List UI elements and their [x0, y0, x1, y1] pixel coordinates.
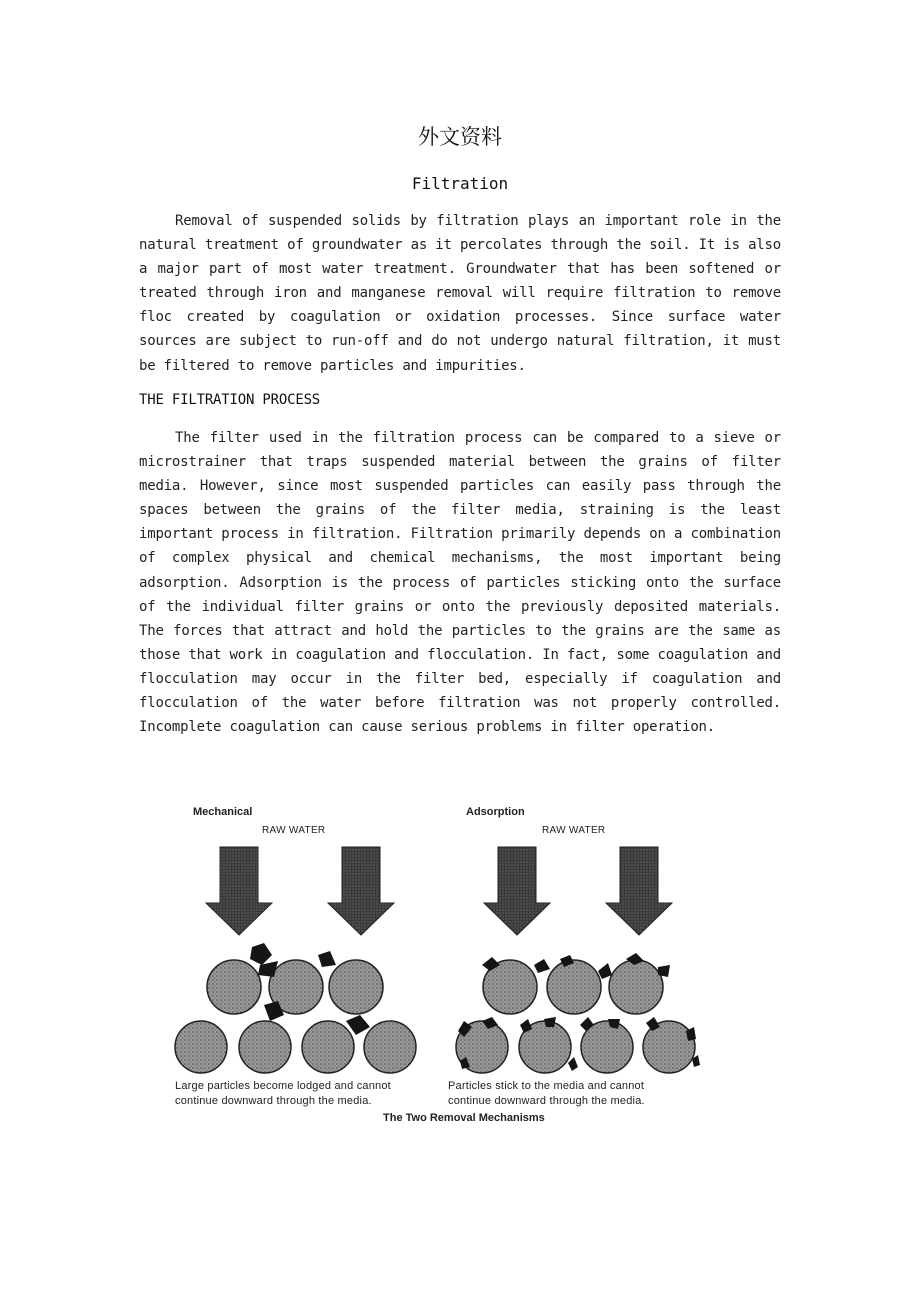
media-grain	[547, 960, 601, 1014]
mechanical-caption-line-1: Large particles become lodged and cannot	[175, 1080, 391, 1092]
figure-title: The Two Removal Mechanisms	[383, 1112, 545, 1124]
media-grain	[207, 960, 261, 1014]
media-grain	[364, 1021, 416, 1073]
adsorbed-particle	[544, 1017, 556, 1027]
paragraph-intro: Removal of suspended solids by filtration plays an important role in the natural treatment of groundwater as it percolates through the soil. It is also a major part of most water treatment. Groundwater that has been softened or treated through iron and manganese removal will require filtration to remove floc created by coagulation or oxidation processes. Since surface water sources are subject to run-off and do not undergo natural filtration, it must be filtered to remove particles and impurities.	[139, 213, 781, 374]
section-title: Filtration	[411, 174, 509, 193]
media-grain	[329, 960, 383, 1014]
media-grain	[239, 1021, 291, 1073]
adsorbed-particle	[568, 1057, 578, 1071]
raw-water-label-right: RAW WATER	[542, 825, 606, 836]
raw-water-arrow-left-1	[206, 847, 272, 935]
removal-mechanisms-figure	[160, 795, 720, 1140]
raw-water-arrow-right-2	[606, 847, 672, 935]
raw-water-label-left: RAW WATER	[262, 825, 326, 836]
lodged-particle	[318, 951, 336, 967]
adsorption-caption-line-1: Particles stick to the media and cannot	[448, 1080, 645, 1092]
raw-water-arrow-left-2	[328, 847, 394, 935]
mechanical-panel-label: Mechanical	[193, 806, 253, 818]
media-grain	[302, 1021, 354, 1073]
subheading-filtration-process: THE FILTRATION PROCESS	[139, 392, 321, 408]
raw-water-arrow-right-1	[484, 847, 550, 935]
adsorbed-particle	[598, 963, 612, 979]
adsorbed-particle	[658, 965, 670, 977]
mechanical-caption-line-2: continue downward through the media.	[175, 1095, 372, 1107]
page-title: 外文资料	[418, 125, 502, 149]
lodged-particle	[250, 943, 272, 965]
media-grain	[175, 1021, 227, 1073]
adsorption-caption-line-2: continue downward through the media.	[448, 1095, 645, 1107]
adsorbed-particle	[534, 959, 550, 973]
media-grain	[609, 960, 663, 1014]
paragraph-filtration-process: The filter used in the filtration process can be compared to a sieve or microstrainer that traps suspended material between the grains of filter media. However, since most suspended particles can easily pass through the spaces between the grains of the filter media, straining is the least important process in filtration. Filtration primarily depends on a combination of complex physical and chemical mechanisms, the most important being adsorption. Adsorption is the process of particles sticking onto the surface of the individual filter grains or onto the previously deposited materials. The forces that attract and hold the particles to the grains are the same as those that work in coagulation and flocculation. In fact, some coagulation and flocculation may occur in the filter bed, especially if coagulation and flocculation of the water before filtration was not properly controlled. Incomplete coagulation can cause serious problems in filter operation.	[139, 430, 781, 736]
adsorption-panel-label: Adsorption	[466, 806, 525, 818]
